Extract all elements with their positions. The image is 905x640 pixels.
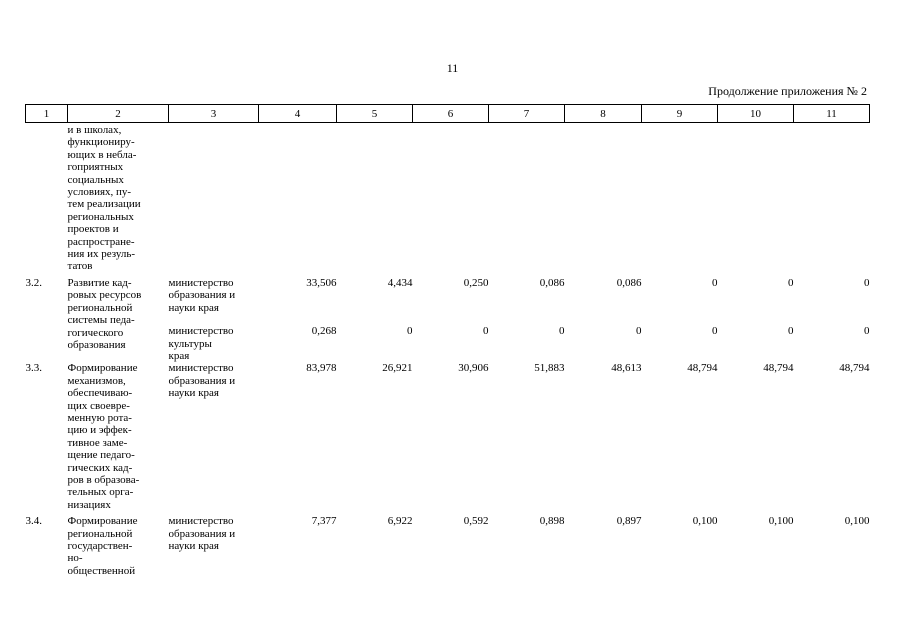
text-line: образования и (168, 527, 236, 540)
header-col-4: 4 (259, 105, 337, 123)
table-row (26, 362, 870, 515)
text-line: гических кад- (67, 461, 133, 474)
value-cell: 7,377 (311, 515, 337, 528)
value-cell: 0,897 (616, 515, 642, 528)
header-col-5: 5 (337, 105, 413, 123)
value-cell: 0 (788, 325, 794, 338)
text-line: науки края (168, 301, 219, 314)
value-cell: 0,100 (844, 515, 870, 528)
value-cell: 0,086 (616, 276, 642, 289)
text-line: тивное заме- (67, 436, 128, 449)
responsible-executor (169, 318, 259, 362)
text-line: Формирование (67, 515, 138, 528)
row-number (26, 123, 68, 277)
text-line: образования и (168, 374, 236, 387)
value-cell: 6,922 (387, 515, 413, 528)
value-cell: 30,906 (458, 362, 489, 375)
header-col-8: 8 (565, 105, 642, 123)
header-col-2: 2 (68, 105, 169, 123)
text-line: региональных (67, 210, 134, 223)
responsible-executor (169, 362, 259, 515)
page-number: 11 (446, 61, 459, 75)
text-line: образования и (168, 289, 236, 302)
header-col-11: 11 (794, 105, 870, 123)
value-cell: 0 (712, 276, 718, 289)
text-line: тельных орга- (67, 486, 134, 499)
responsible-executor (169, 515, 259, 581)
row-number: 3.4. (25, 515, 42, 528)
header-col-6: 6 (413, 105, 489, 123)
text-line: ния их резуль- (67, 248, 136, 261)
text-line: Развитие кад- (67, 276, 132, 289)
value-cell: 0,100 (768, 515, 794, 528)
header-col-3: 3 (169, 105, 259, 123)
table-header-row (26, 105, 870, 123)
text-line: Формирование (67, 362, 138, 375)
table-row (26, 515, 870, 581)
value-cell: 0 (788, 276, 794, 289)
text-line: проектов и (67, 223, 119, 236)
header-col-7: 7 (489, 105, 565, 123)
value-cell: 0 (712, 325, 718, 338)
text-line: министерство (168, 362, 234, 375)
text-line: тем реализации (67, 198, 141, 211)
value-cell: 0 (483, 325, 489, 338)
text-line: условиях, пу- (67, 186, 132, 199)
text-line: ровых ресурсов (67, 289, 142, 302)
text-line: региональной (67, 301, 133, 314)
value-cell: 0 (864, 325, 870, 338)
text-line: татов (67, 260, 93, 273)
text-line: обеспечиваю- (67, 387, 133, 400)
text-line: государствен- (67, 540, 133, 552)
value-cell: 0 (407, 325, 413, 338)
text-line: функциониру- (67, 136, 135, 149)
text-line: щих своевре- (67, 399, 130, 412)
activity-name (68, 277, 169, 362)
text-line: ров в образова- (67, 473, 140, 486)
value-cell: 0,250 (463, 276, 489, 289)
header-col-9: 9 (642, 105, 718, 123)
text-line: общественной (67, 564, 136, 577)
value-cell: 33,506 (306, 276, 337, 289)
value-cell: 51,883 (534, 362, 565, 375)
text-line: низациях (67, 498, 111, 511)
text-line: распростране- (67, 235, 135, 248)
value-cell: 4,434 (387, 276, 413, 289)
text-line: ющих в небла- (67, 148, 137, 161)
table-row (26, 277, 870, 318)
value-cell: 26,921 (382, 362, 413, 375)
text-line: образования (67, 338, 126, 351)
text-line: гогического (67, 326, 124, 339)
value-cell: 0,898 (539, 515, 565, 528)
text-line: социальных (67, 173, 124, 186)
value-cell: 0,268 (311, 325, 337, 338)
text-line: но- (67, 552, 83, 565)
row-number: 3.3. (25, 362, 42, 375)
text-line: министерство (168, 515, 234, 528)
value-cell: 0 (559, 325, 565, 338)
text-line: системы педа- (67, 314, 135, 327)
value-cell: 48,794 (687, 362, 718, 375)
header-col-10: 10 (718, 105, 794, 123)
activity-name (68, 362, 169, 515)
value-cell: 0,592 (463, 515, 489, 528)
text-line: министерство (168, 276, 234, 289)
value-cell: 0 (864, 276, 870, 289)
value-cell: 0,100 (692, 515, 718, 528)
header-col-1: 1 (26, 105, 68, 123)
text-line: края (168, 349, 190, 362)
text-line: цию и эффек- (67, 424, 132, 437)
value-cell: 48,613 (611, 362, 642, 375)
activity-name (68, 123, 169, 277)
text-line: региональной (67, 527, 133, 540)
text-line: менную рота- (67, 411, 132, 424)
table-row (26, 123, 870, 277)
row-number: 3.2. (25, 276, 42, 289)
text-line: и в школах, (67, 124, 122, 136)
responsible-executor (169, 277, 259, 318)
text-line: щение педаго- (67, 449, 135, 462)
text-line: механизмов, (67, 374, 126, 387)
budget-table (25, 104, 870, 581)
value-cell: 48,794 (763, 362, 794, 375)
value-cell: 83,978 (306, 362, 337, 375)
text-line: науки края (168, 540, 219, 552)
value-cell: 48,794 (839, 362, 870, 375)
value-cell: 0,086 (539, 276, 565, 289)
text-line: гоприятных (67, 161, 124, 174)
activity-name (68, 515, 169, 581)
text-line: культуры (168, 337, 212, 350)
text-line: науки края (168, 387, 219, 400)
text-line: министерство (168, 325, 234, 338)
value-cell: 0 (636, 325, 642, 338)
appendix-continuation-note: Продолжение приложения № 2 (708, 84, 867, 98)
